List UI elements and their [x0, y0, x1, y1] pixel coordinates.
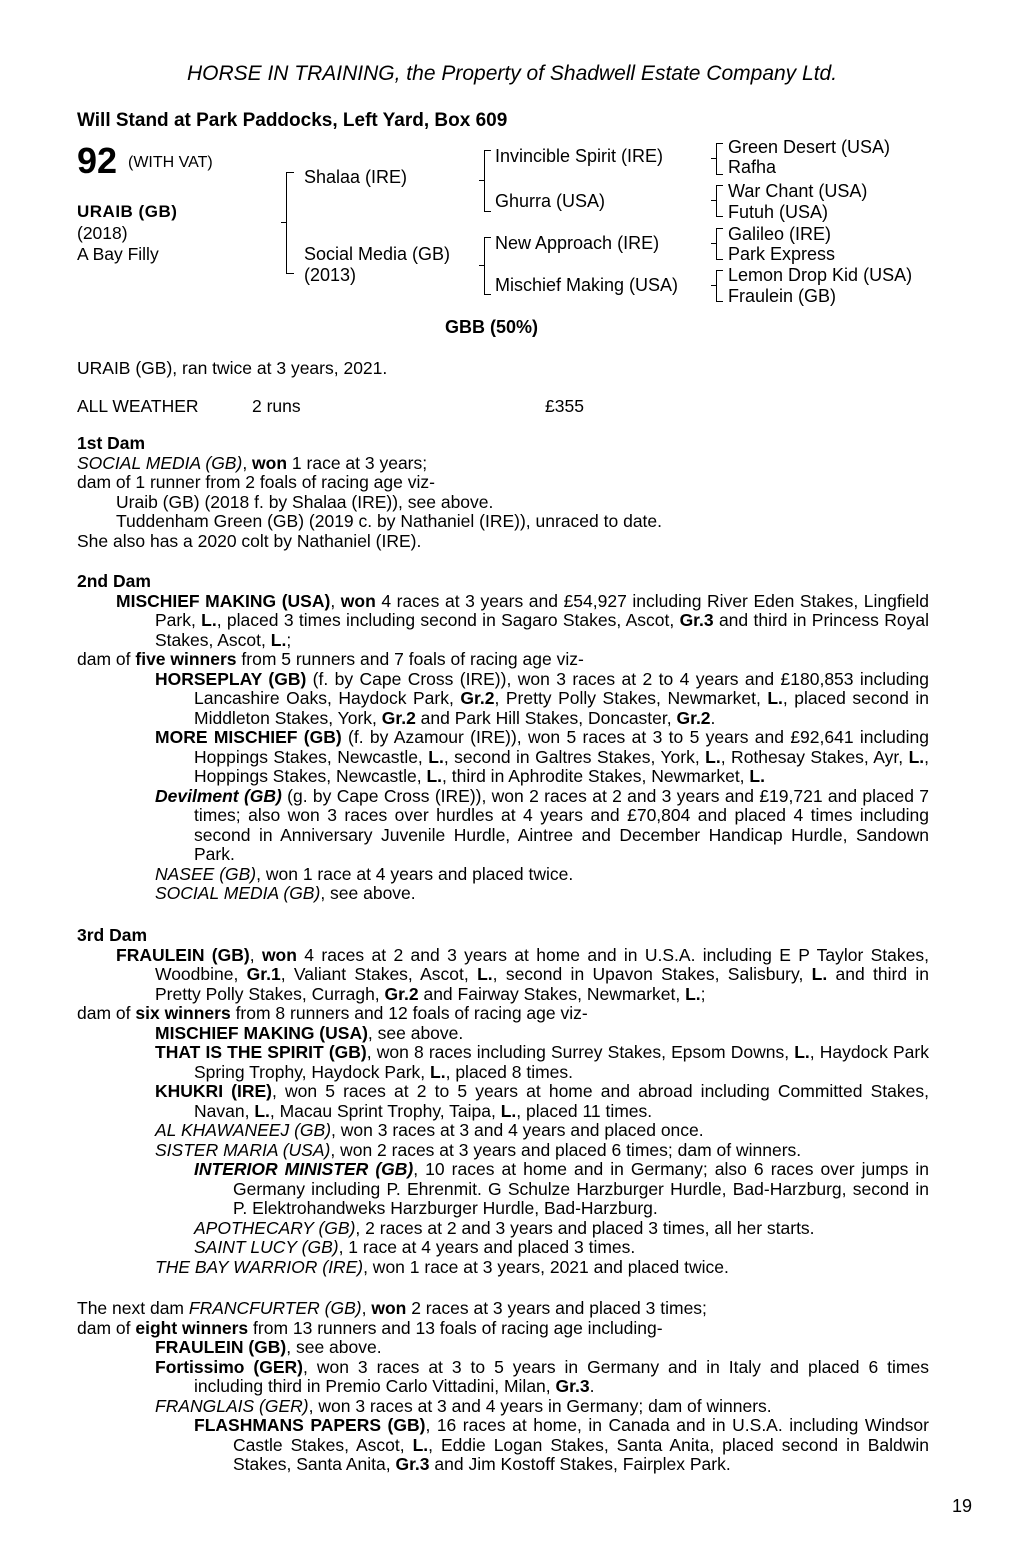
pedigree-dam-sire: New Approach (IRE): [495, 233, 660, 253]
group-mark: Gr.2: [676, 707, 711, 728]
group-mark: Gr.3: [395, 1454, 430, 1474]
pedigree-g3: War Chant (USA): [728, 181, 868, 201]
pedigree-dam-year: (2013): [304, 265, 357, 285]
produce-fortissimo: [77, 1358, 929, 1397]
produce-flashmans-papers: [77, 1416, 929, 1475]
produce-text: , Macau Sprint Trophy, Taipa,: [269, 1100, 501, 1121]
third-dam-heading: 3rd Dam: [77, 925, 148, 945]
produce-franglais: [77, 1397, 929, 1417]
pedigree-bracket-sire-tip: [479, 180, 484, 181]
next-dam-won: won: [371, 1298, 407, 1318]
pedigree-g8: Fraulein (GB): [728, 286, 837, 306]
pedigree-bracket-g4-tip: [711, 285, 716, 286]
produce-name: HORSEPLAY (GB): [155, 668, 307, 689]
second-dam-dam-of: [77, 650, 929, 670]
horse-name: URAIB (GB): [77, 202, 178, 221]
first-dam-rec: 1 race at 3 years;: [287, 452, 428, 473]
produce-name: Devilment (GB): [155, 785, 282, 806]
group-mark: Gr.2: [384, 983, 419, 1004]
pedigree-g7: Lemon Drop Kid (USA): [728, 265, 913, 285]
produce-name: MORE MISCHIEF (GB): [155, 727, 342, 747]
third-dam-rec: ;: [700, 983, 706, 1004]
second-dam-rec: and third in Princess Royal Stakes, Ascot,: [155, 610, 929, 650]
winner-count: six winners: [135, 1003, 231, 1023]
horse-foaled: (2018): [77, 223, 128, 243]
produce-text: , 10 races at home and in Germany; also 6 races over jumps in Germany including P. Ehrenmit. G Schulze Harzburger Hurdle, Bad-Harzburg, second in P. Elektrohandweks Harzburger Hurdle, Bad-Harzburg.: [233, 1159, 929, 1218]
listed-mark: L.: [201, 610, 217, 630]
produce-text: , Haydock Park Spring Trophy, Haydock Park,: [194, 1042, 929, 1082]
produce-mischief-making: [77, 1024, 929, 1044]
dam-of-pre: dam of: [77, 1003, 136, 1023]
dam-of-pre: dam of: [77, 649, 136, 669]
produce-the-bay-warrior: [77, 1258, 929, 1278]
third-dam-rec: and third in Pretty Polly Stakes, Curragh,: [155, 964, 929, 1004]
next-dam-name: FRANCFURTER (GB): [188, 1298, 362, 1318]
pedigree-bracket-g2-tip: [711, 200, 716, 201]
next-dam-sep: ,: [361, 1298, 372, 1318]
group-mark: Gr.2: [381, 707, 416, 728]
listed-mark: L.: [412, 1434, 429, 1455]
produce-name: AL KHAWANEEJ (GB): [155, 1120, 332, 1140]
listed-mark: L.: [500, 1100, 517, 1121]
second-dam-rec: ;: [286, 629, 292, 650]
all-weather-label: ALL WEATHER: [77, 396, 199, 416]
group-mark: Gr.3: [555, 1376, 590, 1396]
third-dam-rec: , second in Upavon Stakes, Salisbury,: [492, 964, 812, 984]
first-dam-heading: 1st Dam: [77, 433, 146, 453]
produce-text: , see above.: [320, 883, 416, 903]
listed-mark: L.: [794, 1042, 810, 1062]
third-dam-name: FRAULEIN (GB): [116, 944, 250, 965]
first-dam-won: won: [252, 452, 288, 473]
pedigree-bracket-g2: [716, 185, 723, 217]
produce-name: SOCIAL MEDIA (GB): [155, 883, 321, 903]
produce-text: , won 5 races at 2 to 5 years at home and abroad including Committed Stakes, Navan,: [194, 1081, 929, 1121]
pedigree-bracket-g1: [716, 143, 723, 175]
produce-name: NASEE (GB): [155, 863, 257, 884]
group-mark: Gr.3: [679, 610, 714, 630]
pedigree-dam-dam: Mischief Making (USA): [495, 275, 679, 295]
second-dam-won: won: [340, 590, 376, 611]
stand-location: Will Stand at Park Paddocks, Left Yard, Box 609: [77, 110, 508, 131]
first-dam-produce: Uraib (GB) (2018 f. by Shalaa (IRE)), see above.: [116, 491, 494, 512]
pedigree-g6: Park Express: [728, 244, 836, 264]
first-dam-record: SOCIAL MEDIA (GB), won 1 race at 3 years;: [77, 452, 428, 473]
produce-interior-minister: [77, 1160, 929, 1219]
produce-name: SAINT LUCY (GB): [194, 1237, 339, 1257]
listed-mark: L.: [811, 964, 828, 984]
first-dam-also: She also has a 2020 colt by Nathaniel (IRE).: [77, 530, 422, 551]
listed-mark: L.: [705, 746, 721, 767]
produce-horseplay: [77, 670, 929, 729]
second-dam-sep: ,: [330, 590, 341, 611]
produce-text: , placed 11 times.: [516, 1100, 653, 1121]
produce-social-media: [77, 884, 929, 904]
lot-number: 92: [77, 140, 118, 181]
next-dam-pre: The next dam: [77, 1298, 189, 1318]
produce-name: Fortissimo (GER): [155, 1356, 303, 1377]
pedigree-bracket-g1-tip: [711, 158, 716, 159]
next-dam-rec: 2 races at 3 years and placed 3 times;: [406, 1298, 707, 1318]
listed-mark: L.: [749, 766, 765, 786]
pedigree-g1: Green Desert (USA): [728, 137, 891, 157]
produce-apothecary: [77, 1219, 929, 1239]
dam-of-post: from 5 runners and 7 foals of racing age viz-: [236, 649, 584, 669]
produce-name: THE BAY WARRIOR (IRE): [155, 1256, 364, 1277]
dam-of-pre: dam of: [77, 1317, 136, 1338]
third-dam-record: [77, 946, 929, 1005]
dam-of-post: from 8 runners and 12 foals of racing age viz-: [230, 1003, 588, 1023]
third-dam-section: [77, 926, 929, 1277]
third-dam-rec: 4 races at 2 and 3 years at home and in U.S.A. including E P Taylor Stakes, Woodbine,: [155, 944, 929, 984]
pedigree-sire-dam: Ghurra (USA): [495, 191, 606, 211]
listed-mark: L.: [767, 688, 783, 708]
race-summary: URAIB (GB), ran twice at 3 years, 2021.: [77, 358, 388, 378]
produce-text: .: [710, 707, 716, 728]
produce-fraulein: [77, 1338, 929, 1358]
produce-text: , see above.: [367, 1022, 464, 1043]
produce-text: , won 8 races including Surrey Stakes, Epsom Downs,: [366, 1042, 795, 1062]
produce-text: and Jim Kostoff Stakes, Fairplex Park.: [429, 1454, 731, 1474]
pedigree-dam: Social Media (GB): [304, 244, 451, 264]
gbb-percentage: GBB (50%): [445, 317, 539, 337]
listed-mark: L.: [685, 983, 701, 1004]
winner-count: eight winners: [135, 1317, 249, 1338]
pedigree-sire: Shalaa (IRE): [304, 167, 408, 187]
produce-text: , Eddie Logan Stakes, Santa Anita, placed second in Baldwin Stakes, Santa Anita,: [233, 1434, 929, 1474]
produce-text: (f. by Cape Cross (IRE)), won 3 races at 2 to 4 years and £180,853 including Lancashire Oaks, Haydock Park,: [194, 668, 929, 708]
produce-saint-lucy: [77, 1238, 929, 1258]
produce-text: , won 3 races at 3 and 4 years in Germany; dam of winners.: [308, 1395, 772, 1416]
pedigree-bracket-g3-tip: [711, 243, 716, 244]
produce-khukri: [77, 1082, 929, 1121]
page-title: HORSE IN TRAINING, the Property of Shadwell Estate Company Ltd.: [186, 62, 838, 85]
pedigree-g2: Rafha: [728, 157, 777, 177]
listed-mark: L.: [426, 766, 443, 786]
third-dam-won: won: [261, 944, 297, 965]
produce-al-khawaneej: [77, 1121, 929, 1141]
produce-name: FRANGLAIS (GER): [155, 1395, 309, 1416]
produce-text: , second in Galtres Stakes, York,: [443, 746, 706, 767]
produce-more-mischief: [77, 728, 929, 787]
pedigree-bracket-dam-tip: [479, 265, 484, 266]
produce-devilment: [77, 787, 929, 865]
produce-text: , Hoppings Stakes, Newcastle,: [194, 746, 930, 786]
first-dam-dam-of: dam of 1 runner from 2 foals of racing age viz-: [77, 472, 435, 492]
produce-text: , 2 races at 2 and 3 years and placed 3 times, all her starts.: [355, 1217, 815, 1238]
produce-text: , Pretty Polly Stakes, Newmarket,: [494, 688, 768, 708]
produce-name: MISCHIEF MAKING (USA): [155, 1022, 368, 1043]
dam-of-post: from 13 runners and 13 foals of racing age including-: [248, 1317, 663, 1338]
listed-mark: L.: [430, 1061, 446, 1082]
produce-name: FLASHMANS PAPERS (GB): [194, 1415, 426, 1435]
third-dam-rec: and Fairway Stakes, Newmarket,: [418, 983, 686, 1004]
pedigree-sire-sire: Invincible Spirit (IRE): [495, 146, 664, 166]
second-dam-rec: , placed 3 times including second in Sagaro Stakes, Ascot,: [216, 610, 680, 630]
produce-text: , won 3 races at 3 to 5 years in Germany and in Italy and placed 6 times including third in Premio Carlo Vittadini, Milan,: [194, 1356, 929, 1396]
pedigree-bracket-dam: [484, 237, 491, 295]
produce-text: and Park Hill Stakes, Doncaster,: [415, 707, 677, 728]
produce-text: , see above.: [286, 1337, 382, 1357]
third-dam-rec: , Valiant Stakes, Ascot,: [280, 964, 478, 984]
produce-name: THAT IS THE SPIRIT (GB): [155, 1042, 367, 1062]
pedigree-g5: Galileo (IRE): [728, 224, 832, 244]
pedigree-bracket-g4: [716, 270, 723, 302]
listed-mark: L.: [908, 746, 925, 767]
next-dam-record: [77, 1299, 929, 1319]
produce-that-is-the-spirit: [77, 1043, 929, 1082]
third-dam-sep: ,: [249, 944, 262, 965]
all-weather-earnings: £355: [545, 396, 584, 416]
produce-name: FRAULEIN (GB): [155, 1337, 287, 1357]
horse-description: A Bay Filly: [77, 244, 159, 264]
produce-text: , won 1 race at 3 years, 2021 and placed twice.: [363, 1256, 729, 1277]
page-number: 19: [951, 1496, 972, 1516]
listed-mark: L.: [254, 1100, 270, 1121]
produce-text: (f. by Azamour (IRE)), won 5 races at 3 to 5 years and £92,641 including Hoppings Stakes, Newcastle,: [194, 727, 929, 767]
pedigree-bracket-sire: [484, 150, 491, 212]
second-dam-rec: 4 races at 3 years and £54,927 including River Eden Stakes, Lingfield Park,: [155, 590, 929, 630]
produce-text: , 1 race at 4 years and placed 3 times.: [338, 1237, 636, 1257]
pedigree-bracket-main: [286, 172, 294, 274]
listed-mark: L.: [270, 629, 287, 650]
second-dam-name: MISCHIEF MAKING (USA): [116, 590, 331, 611]
listed-mark: L.: [428, 746, 444, 767]
next-dam-section: [77, 1299, 929, 1475]
produce-sister-maria: [77, 1141, 929, 1161]
second-dam-section: [77, 572, 929, 904]
pedigree-g4: Futuh (USA): [728, 202, 829, 222]
produce-text: , won 2 races at 3 years and placed 6 times; dam of winners.: [330, 1139, 802, 1160]
all-weather-runs: 2 runs: [252, 396, 301, 416]
listed-mark: L.: [477, 964, 493, 984]
group-mark: Gr.2: [460, 688, 495, 708]
produce-text: , third in Aphrodite Stakes, Newmarket,: [442, 766, 750, 786]
first-dam-section: [77, 434, 929, 551]
first-dam-produce: Tuddenham Green (GB) (2019 c. by Nathaniel (IRE)), unraced to date.: [116, 511, 663, 531]
next-dam-dam-of: [77, 1319, 929, 1339]
produce-text: , won 3 races at 3 and 4 years and placed once.: [331, 1120, 704, 1140]
produce-text: , placed 8 times.: [445, 1061, 574, 1082]
first-dam-name: SOCIAL MEDIA (GB): [77, 452, 243, 473]
produce-name: INTERIOR MINISTER (GB): [194, 1159, 414, 1179]
produce-text: , Rothesay Stakes, Ayr,: [720, 746, 909, 767]
third-dam-dam-of: [77, 1004, 929, 1024]
produce-text: , won 1 race at 4 years and placed twice.: [256, 863, 574, 884]
produce-name: SISTER MARIA (USA): [155, 1139, 331, 1160]
produce-nasee: [77, 865, 929, 885]
produce-text: .: [589, 1376, 595, 1396]
pedigree-bracket-tip: [281, 222, 286, 223]
pedigree-bracket-g3: [716, 228, 723, 260]
produce-text: , 16 races at home, in Canada and in U.S.A. including Windsor Castle Stakes, Ascot,: [233, 1415, 929, 1455]
second-dam-heading: 2nd Dam: [77, 571, 151, 591]
winner-count: five winners: [135, 649, 237, 669]
produce-text: (g. by Cape Cross (IRE)), won 2 races at 2 and 3 years and £19,721 and placed 7 times; also won 3 races over hurdles at 4 years and £70,804 and placed 4 times including second in Anniversary Juvenile Hurdle, Aintree and December Handicap Hurdle, Sandown Park.: [194, 785, 930, 864]
produce-text: , placed second in Middleton Stakes, York,: [194, 688, 929, 728]
vat-note: (WITH VAT): [128, 154, 213, 171]
produce-name: APOTHECARY (GB): [194, 1217, 356, 1238]
group-mark: Gr.1: [246, 964, 281, 984]
second-dam-record: [77, 592, 929, 651]
produce-name: KHUKRI (IRE): [155, 1081, 273, 1101]
